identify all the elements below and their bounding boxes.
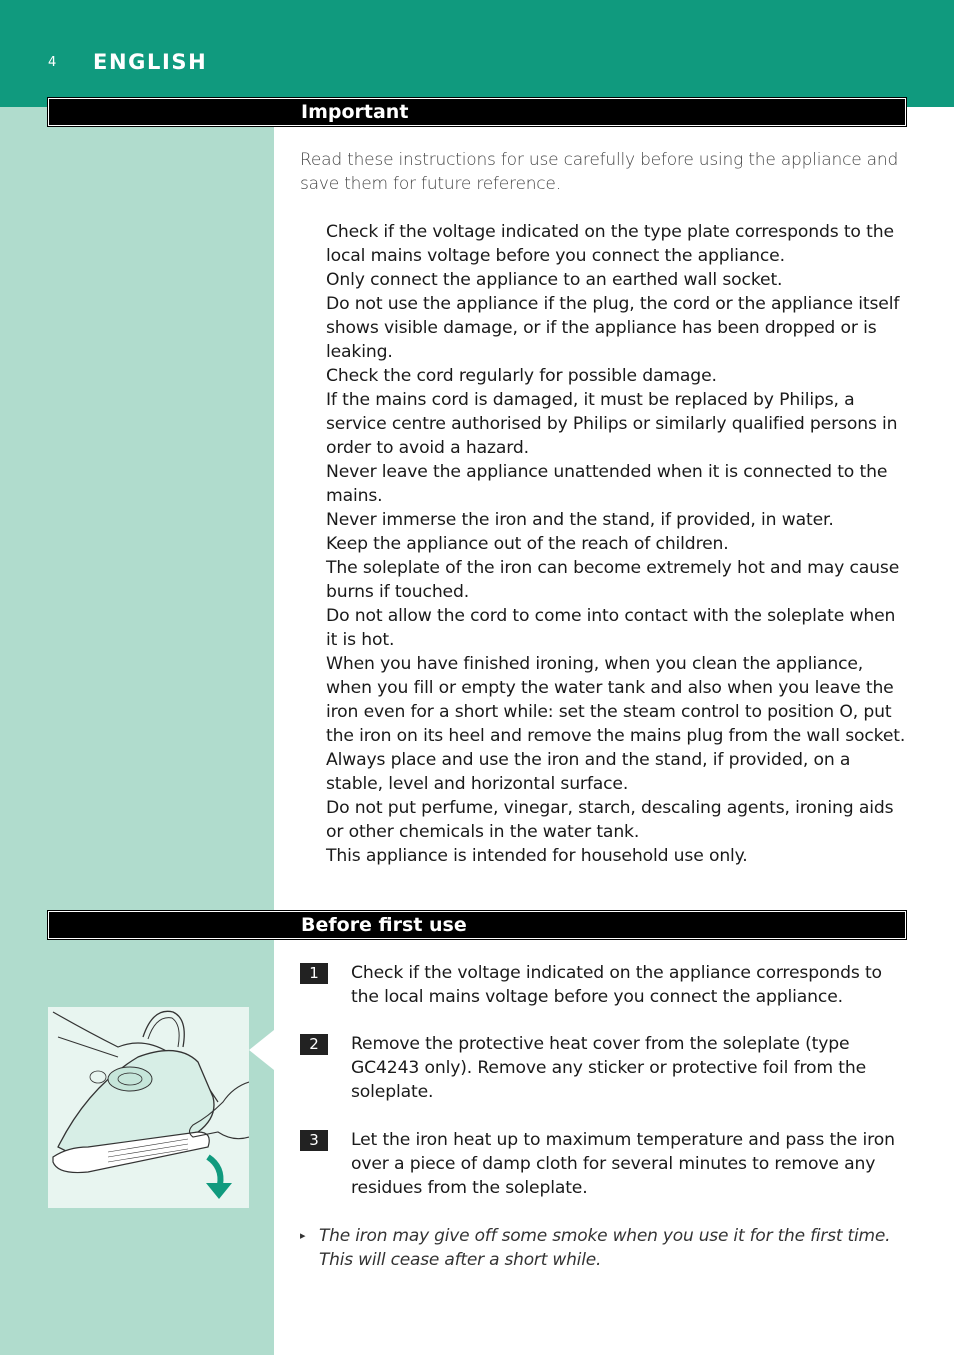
warning-item: Do not allow the cord to come into contact with the soleplate when it is hot. — [326, 606, 896, 650]
section-bar-before-first-use — [48, 911, 906, 939]
warning-item: Do not use the appliance if the plug, the cord or the appliance itself shows visible damage, or if the appliance has been dropped or is leaking. — [326, 294, 900, 362]
section-title-important: Important — [301, 101, 409, 123]
warning-item: Never immerse the iron and the stand, if provided, in water. — [326, 510, 834, 530]
language-heading: ENGLISH — [93, 50, 208, 74]
warning-item: Only connect the appliance to an earthed wall socket. — [326, 270, 783, 290]
step-text: Let the iron heat up to maximum temperature and pass the iron over a piece of damp cloth for several minutes to remove any residues from the soleplate. — [351, 1130, 895, 1198]
warning-item: This appliance is intended for household use only. — [326, 846, 748, 866]
warning-item: Always place and use the iron and the stand, if provided, on a stable, level and horizontal surface. — [326, 750, 851, 794]
warning-item: If the mains cord is damaged, it must be replaced by Philips, a service centre authorised by Philips or similarly qualified persons in order to avoid a hazard. — [326, 390, 898, 458]
note-text: The iron may give off some smoke when you use it for the first time. This will cease after a short while. — [319, 1226, 891, 1270]
warning-item: Check if the voltage indicated on the type plate corresponds to the local mains voltage before you connect the appliance. — [326, 222, 894, 266]
warning-item: Do not put perfume, vinegar, starch, descaling agents, ironing aids or other chemicals in the water tank. — [326, 798, 894, 842]
warnings-list — [326, 220, 911, 868]
step-text: Remove the protective heat cover from the soleplate (type GC4243 only). Remove any sticker or protective foil from the soleplate. — [351, 1034, 867, 1102]
iron-illustration — [48, 1007, 249, 1208]
iron-drawing — [48, 1007, 249, 1208]
section-bar-important — [48, 98, 906, 126]
step-number: 1 — [300, 963, 328, 984]
step-text: Check if the voltage indicated on the appliance corresponds to the local mains voltage before you connect the appliance. — [351, 963, 882, 1007]
step-number: 3 — [300, 1130, 328, 1151]
warning-item: Never leave the appliance unattended when it is connected to the mains. — [326, 462, 888, 506]
page-number: 4 — [48, 55, 57, 70]
note-arrow-icon: ▸ — [300, 1229, 306, 1242]
illustration-pointer — [249, 1030, 274, 1070]
warning-item: Keep the appliance out of the reach of children. — [326, 534, 729, 554]
warning-item: Check the cord regularly for possible damage. — [326, 366, 717, 386]
section-title-before-first-use: Before first use — [301, 914, 467, 936]
step-number: 2 — [300, 1034, 328, 1055]
intro-paragraph: Read these instructions for use carefully before using the appliance and save them for future reference. — [300, 150, 899, 194]
warning-item: When you have finished ironing, when you clean the appliance, when you fill or empty the water tank and also when you leave the iron even for a short while: set the steam control to position O, put the iron on its heel and remove the mains plug from the wall socket. — [326, 654, 906, 746]
warning-item: The soleplate of the iron can become extremely hot and may cause burns if touched. — [326, 558, 900, 602]
